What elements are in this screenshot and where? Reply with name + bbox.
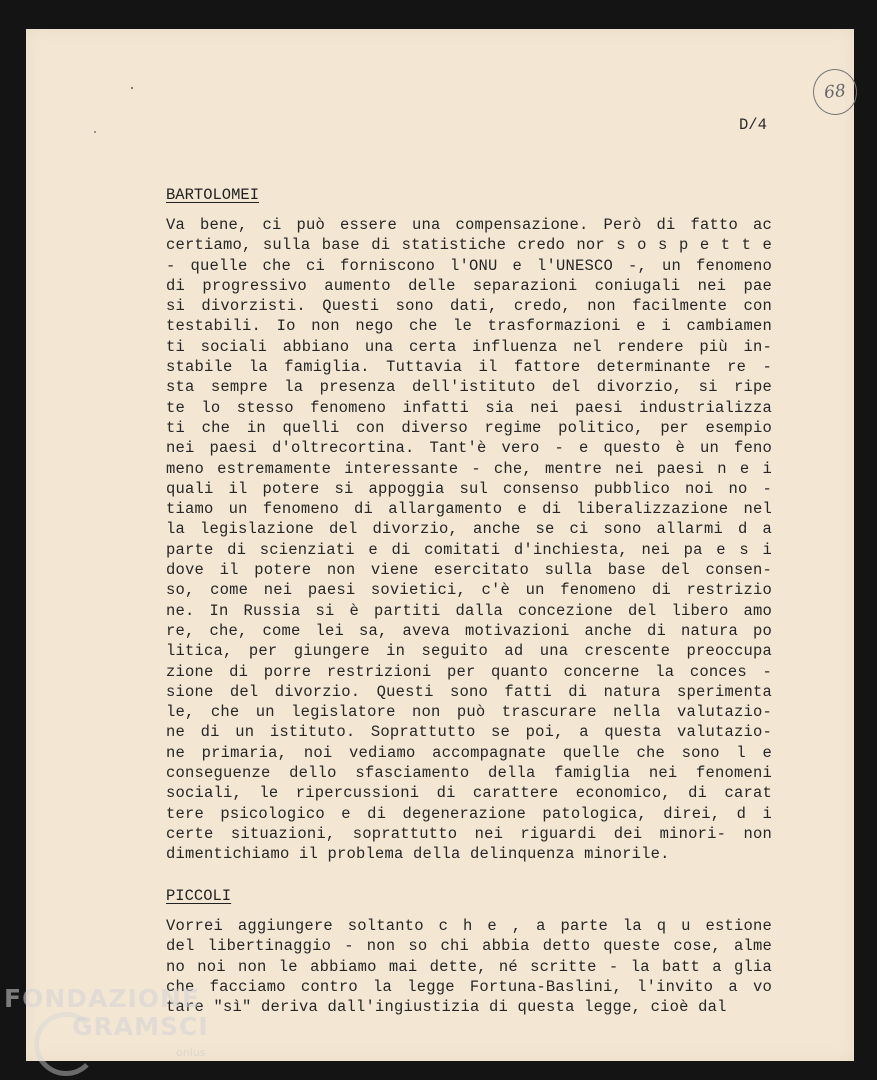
watermark-text-gramsci: GRAMSCI — [72, 1012, 209, 1041]
text-line: litica, per giungere in seguito ad una crescente preoccupa — [166, 642, 772, 661]
text-line: ti che in quelli con diverso regime politico, per esempio — [166, 418, 772, 437]
text-line: te lo stesso fenomeno infatti sia nei paesi industrializza — [166, 398, 772, 417]
text-line: certe situazioni, soprattutto nei riguardi dei minori- non — [166, 824, 772, 843]
text-line: tiamo un fenomeno di allargamento e di liberalizzazione nel — [166, 500, 772, 519]
page-code: D/4 — [739, 116, 767, 134]
text-line: tere psicologico e di degenerazione patologica, direi, d i — [166, 804, 772, 823]
text-line: sta sempre la presenza dell'istituto del divorzio, si ripe — [166, 378, 772, 397]
text-line: zione di porre restrizioni per quanto concerne la conces - — [166, 662, 772, 681]
speaker-name-piccoli: PICCOLI — [166, 887, 232, 905]
text-line: dove il potere non viene esercitato sulla base del consen- — [166, 561, 772, 580]
text-line: so, come nei paesi sovietici, c'è un fenomeno di restrizio — [166, 581, 772, 600]
speaker-name-bartolomei: BARTOLOMEI — [166, 186, 260, 204]
text-line: re, che, come lei sa, aveva motivazioni anche di natura po — [166, 621, 772, 640]
ink-speck — [131, 87, 133, 89]
watermark-text-onlus: onlus — [176, 1046, 206, 1059]
text-line: del libertinaggio - non so chi abbia detto queste cose, alme — [166, 937, 772, 956]
watermark-text: FONDAZIONE — [4, 984, 201, 1013]
text-line: tare "sì" deriva dall'ingiustizia di questa legge, cioè dal — [166, 998, 727, 1017]
text-line: sione del divorzio. Questi sono fatti di natura sperimenta — [166, 682, 772, 701]
text-line: che facciamo contro la legge Fortuna-Baslini, l'invito a vo — [166, 977, 772, 996]
text-line: conseguenze dello sfasciamento della famiglia nei fenomeni — [166, 764, 772, 783]
text-line: di progressivo aumento delle separazioni coniugali nei pae — [166, 276, 772, 295]
text-line: quali il potere si appoggia sul consenso pubblico noi no - — [166, 479, 772, 498]
text-line: Va bene, ci può essere una compensazione. Però di fatto ac — [166, 216, 772, 234]
text-line: ne di un istituto. Soprattutto se poi, a questa valutazio- — [166, 723, 772, 742]
folio-number-stamp: 68 — [811, 67, 860, 117]
ink-speck — [94, 131, 96, 133]
text-line: sociali, le ripercussioni di carattere economico, di carat — [166, 784, 772, 803]
text-line: nei paesi d'oltrecortina. Tant'è vero - e questo è un feno — [166, 439, 772, 458]
text-line: certiamo, sulla base di statistiche credo nor s o s p e t t e — [166, 236, 772, 255]
text-line: dimentichiamo il problema della delinquenza minorile. — [166, 845, 670, 864]
speech-piccoli — [166, 916, 772, 1017]
text-line: testabili. Io non nego che le trasformazioni e i cambiamen — [166, 317, 772, 336]
text-line: parte di scienziati e di comitati d'inchiesta, nei pa e s i — [166, 540, 772, 559]
text-line: la legislazione del divorzio, anche se ci sono allarmi d a — [166, 520, 772, 539]
speech-bartolomei — [166, 215, 772, 865]
text-line: ti sociali abbiano una certa influenza nel rendere più in- — [166, 337, 772, 356]
text-line: no noi non le abbiamo mai dette, né scritte - la batt a glia — [166, 957, 772, 976]
text-line: stabile la famiglia. Tuttavia il fattore determinante re - — [166, 358, 772, 377]
text-line: le, che un legislatore non può trascurare nella valutazio- — [166, 703, 772, 722]
text-line: ne. In Russia si è partiti dalla concezione del libero amo — [166, 601, 772, 620]
text-line: ne primaria, noi vediamo accompagnate quelle che sono l e — [166, 743, 772, 762]
text-line: si divorzisti. Questi sono dati, credo, non facilmente con — [166, 297, 772, 316]
text-line: meno estremamente interessante - che, mentre nei paesi n e i — [166, 459, 772, 478]
text-line: Vorrei aggiungere soltanto c h e , a parte la q u estione — [166, 917, 772, 935]
text-line: - quelle che ci forniscono l'ONU e l'UNESCO -, un fenomeno — [166, 256, 772, 275]
